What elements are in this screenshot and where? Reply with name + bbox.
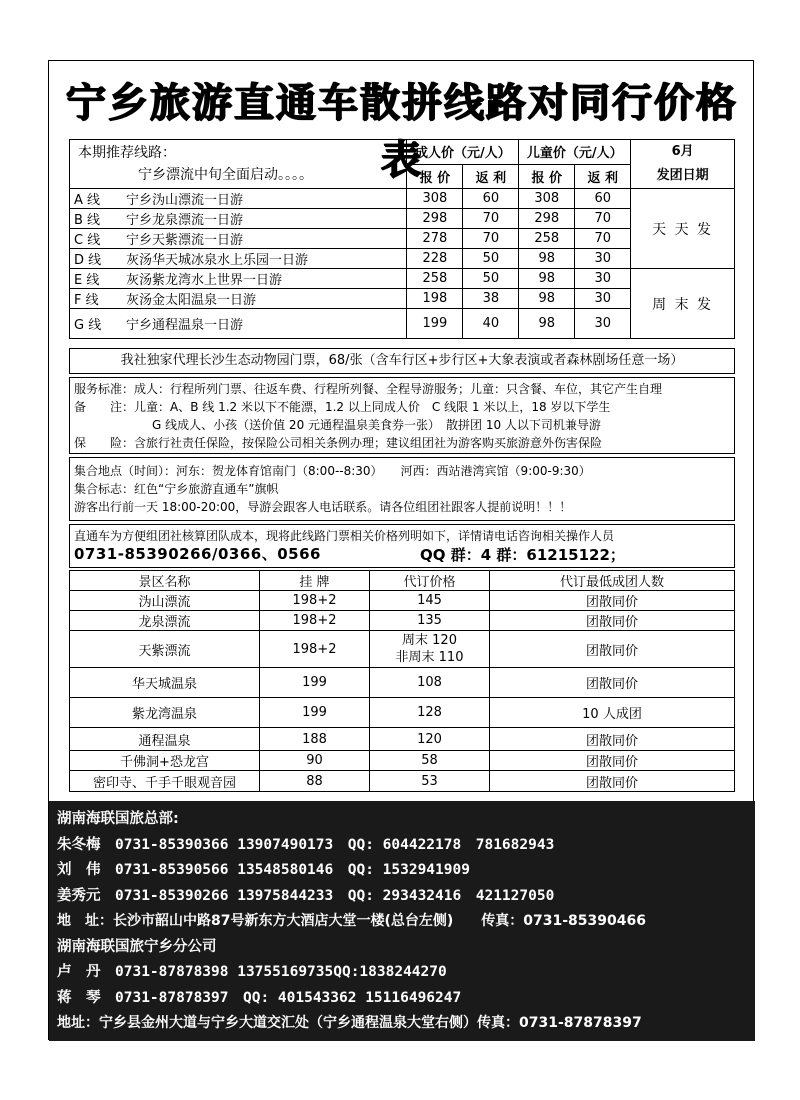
depart-date-label: 发团日期 xyxy=(656,168,709,183)
hq-address: 地 址：长沙市韶山中路87号新东方大酒店大堂一楼(总台左侧) 传真：0731-85390466 xyxy=(57,913,646,929)
route-line: D 线 xyxy=(74,253,102,268)
scenic-price: 128 xyxy=(370,698,490,728)
route-name: 灰汤紫龙湾水上世界一日游 xyxy=(126,273,283,288)
table-row xyxy=(70,728,735,751)
scenic-listed: 199 xyxy=(260,698,370,728)
scenic-price: 58 xyxy=(370,751,490,771)
child-price-header: 儿童价（元/人） xyxy=(519,140,631,165)
scenic-name: 千佛洞+恐龙宫 xyxy=(70,751,260,771)
col-header: 景区名称 xyxy=(70,571,260,591)
qq-group: QQ 群：4 群：61215122； xyxy=(420,546,625,564)
table-row xyxy=(70,698,735,728)
adult-rebate: 60 xyxy=(463,189,519,209)
route-name: 宁乡通程温泉一日游 xyxy=(126,318,244,333)
schedule-daily: 天 天 发 xyxy=(631,189,735,269)
child-rebate: 30 xyxy=(575,309,631,339)
route-line: G 线 xyxy=(74,318,102,333)
adult-quote: 298 xyxy=(407,209,463,229)
adult-quote: 198 xyxy=(407,289,463,309)
recommend-cell xyxy=(70,140,407,189)
scenic-listed: 188 xyxy=(260,728,370,751)
scenic-listed: 90 xyxy=(260,751,370,771)
guide-contact-note: 游客出行前一天 18:00-20:00，导游会跟客人电话联系。请各位组团社跟客人提前说明！！！ xyxy=(74,500,572,514)
remarks-continued: G 线成人、小孩（送价值 20 元通程温泉美食券一张） 散拼团 10 人以下司机兼导游 xyxy=(152,418,601,432)
scenic-price-weekday: 非周末 110 xyxy=(395,650,464,665)
table-row xyxy=(70,771,735,792)
recommend-text: 宁乡漂流中旬全面启动。。。。 xyxy=(138,167,313,183)
child-quote: 98 xyxy=(519,249,575,269)
adult-price-header: 成人价（元/人） xyxy=(407,140,519,165)
child-rebate: 30 xyxy=(575,269,631,289)
child-rebate: 70 xyxy=(575,229,631,249)
meeting-info xyxy=(69,457,735,521)
scenic-min: 团散同价 xyxy=(490,611,735,631)
recommend-label: 本期推荐线路： xyxy=(78,145,176,161)
route-name: 宁乡沩山漂流一日游 xyxy=(126,193,244,208)
child-rebate-header: 返 利 xyxy=(575,164,631,189)
scenic-price: 135 xyxy=(370,611,490,631)
child-quote: 98 xyxy=(519,269,575,289)
child-rebate: 30 xyxy=(575,249,631,269)
hq-title: 湖南海联国旅总部: xyxy=(57,811,179,827)
month-label: 6月 xyxy=(671,144,694,159)
scenic-price: 108 xyxy=(370,668,490,698)
col-header: 代订价格 xyxy=(370,571,490,591)
scenic-price: 53 xyxy=(370,771,490,792)
remarks: 备 注：儿童：A、B 线 1.2 米以下不能漂，1.2 以上同成人价 C 线限 1 米以上，18 岁以下学生 xyxy=(74,400,611,414)
scenic-name: 紫龙湾温泉 xyxy=(70,698,260,728)
table-row xyxy=(70,668,735,698)
adult-rebate: 40 xyxy=(463,309,519,339)
route-line: E 线 xyxy=(74,273,100,288)
scenic-min: 团散同价 xyxy=(490,631,735,668)
scenic-name: 龙泉漂流 xyxy=(70,611,260,631)
route-price-table xyxy=(69,139,735,339)
adult-rebate: 50 xyxy=(463,269,519,289)
table-row xyxy=(70,631,735,668)
scenic-listed: 88 xyxy=(260,771,370,792)
adult-rebate: 70 xyxy=(463,229,519,249)
agency-note: 我社独家代理长沙生态动物园门票，68/张（含车行区+步行区+大象表演或者森林剧场任意一场） xyxy=(69,348,735,374)
price-sheet xyxy=(48,60,754,1040)
contact-person: 朱冬梅 0731-85390366 13907490173 QQ: 604422178 781682943 xyxy=(57,836,555,853)
scenic-listed: 198+2 xyxy=(260,591,370,611)
contact-person: 卢 丹 0731-87878398 13755169735QQ:1838244270 xyxy=(57,964,447,980)
scenic-name: 通程温泉 xyxy=(70,728,260,751)
date-header xyxy=(631,140,735,189)
scenic-min: 团散同价 xyxy=(490,668,735,698)
contact-person: 蒋 琴 0731-87878397 QQ: 401543362 15116496247 xyxy=(57,989,462,1006)
child-quote: 308 xyxy=(519,189,575,209)
contact-person: 姜秀元 0731-85390266 13975844233 QQ: 293432416 421127050 xyxy=(57,887,555,904)
scenic-name: 沩山漂流 xyxy=(70,591,260,611)
route-line: B 线 xyxy=(74,213,101,228)
route-line: F 线 xyxy=(74,293,99,308)
adult-rebate: 70 xyxy=(463,209,519,229)
child-quote-header: 报 价 xyxy=(519,164,575,189)
child-quote: 98 xyxy=(519,289,575,309)
service-standard: 服务标准：成人：行程所列门票、往返车费、行程所列餐、全程导游服务；儿童：只含餐、车位，其它产生自理 xyxy=(74,382,663,396)
table-row xyxy=(70,591,735,611)
agency-contacts-panel xyxy=(49,801,755,1041)
scenic-price: 145 xyxy=(370,591,490,611)
adult-quote: 199 xyxy=(407,309,463,339)
scenic-listed: 198+2 xyxy=(260,631,370,668)
service-notes xyxy=(69,377,735,454)
scenic-name: 华天城温泉 xyxy=(70,668,260,698)
contact-phones: 0731-85390266/0366、0566 xyxy=(74,545,321,563)
adult-quote-header: 报 价 xyxy=(407,164,463,189)
route-name: 灰汤金太阳温泉一日游 xyxy=(126,293,257,308)
page-title: 宁乡旅游直通车散拼线路对同行价格表 xyxy=(66,80,738,183)
child-quote: 98 xyxy=(519,309,575,339)
insurance: 保 险：含旅行社责任保险，按保险公司相关条例办理；建议组团社为游客购买旅游意外伤害保险 xyxy=(74,436,603,450)
scenic-name: 天紫漂流 xyxy=(70,631,260,668)
scenic-min: 团散同价 xyxy=(490,728,735,751)
scenic-min: 团散同价 xyxy=(490,771,735,792)
contact-intro: 直通车为方便组团社核算团队成本，现将此线路门票相关价格列明如下，详情请电话咨询相关操作人员 xyxy=(74,529,615,543)
table-row xyxy=(70,611,735,631)
child-rebate: 60 xyxy=(575,189,631,209)
route-name: 灰汤华天城冰泉水上乐园一日游 xyxy=(126,253,309,268)
adult-quote: 258 xyxy=(407,269,463,289)
scenic-price: 120 xyxy=(370,728,490,751)
table-header-row xyxy=(70,571,735,591)
scenic-min: 团散同价 xyxy=(490,591,735,611)
contact-person: 刘 伟 0731-85390566 13548580146 QQ: 1532941909 xyxy=(57,862,470,878)
col-header: 挂 牌 xyxy=(260,571,370,591)
scenic-price-weekend: 周末 120 xyxy=(402,633,457,648)
meeting-sign: 集合标志：红色“宁乡旅游直通车”旗帜 xyxy=(74,482,279,496)
adult-quote: 308 xyxy=(407,189,463,209)
child-rebate: 30 xyxy=(575,289,631,309)
adult-rebate: 38 xyxy=(463,289,519,309)
child-rebate: 70 xyxy=(575,209,631,229)
scenic-price-table xyxy=(69,570,735,792)
route-line: C 线 xyxy=(74,233,101,248)
scenic-min: 10 人成团 xyxy=(490,698,735,728)
table-row xyxy=(70,751,735,771)
adult-rebate-header: 返 利 xyxy=(463,164,519,189)
schedule-weekend: 周 末 发 xyxy=(631,269,735,339)
route-name: 宁乡龙泉漂流一日游 xyxy=(126,213,244,228)
adult-rebate: 50 xyxy=(463,249,519,269)
col-header: 代订最低成团人数 xyxy=(490,571,735,591)
branch-title: 湖南海联国旅宁乡分公司 xyxy=(57,938,217,955)
branch-address: 地址：宁乡县金州大道与宁乡大道交汇处（宁乡通程温泉大堂右侧）传真：0731-87878397 xyxy=(57,1015,642,1031)
route-row xyxy=(70,189,735,209)
scenic-name: 密印寺、千手千眼观音园 xyxy=(70,771,260,792)
meeting-place: 集合地点（时间）：河东：贺龙体育馆南门（8:00--8:30） 河西：西站港湾宾馆（9:00-9:30） xyxy=(74,464,591,478)
scenic-listed: 199 xyxy=(260,668,370,698)
contact-info xyxy=(69,524,735,568)
child-quote: 298 xyxy=(519,209,575,229)
route-name: 宁乡天紫漂流一日游 xyxy=(126,233,244,248)
route-line: A 线 xyxy=(74,193,101,208)
adult-quote: 278 xyxy=(407,229,463,249)
scenic-listed: 198+2 xyxy=(260,611,370,631)
adult-quote: 228 xyxy=(407,249,463,269)
child-quote: 258 xyxy=(519,229,575,249)
scenic-min: 团散同价 xyxy=(490,751,735,771)
route-row xyxy=(70,269,735,289)
